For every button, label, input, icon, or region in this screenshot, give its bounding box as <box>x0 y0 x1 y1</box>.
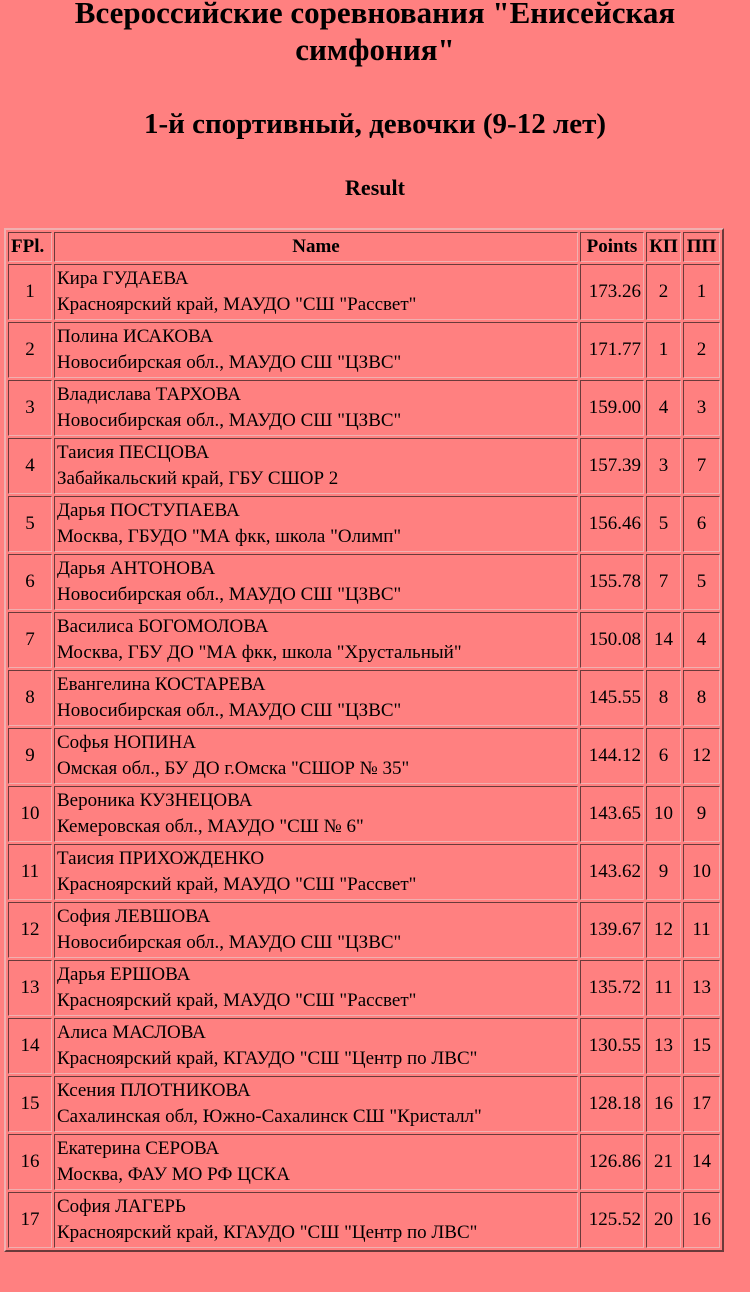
pp-cell: 8 <box>683 670 720 726</box>
kp-cell: 9 <box>646 844 681 900</box>
points-cell: 150.08 <box>580 612 644 668</box>
points-cell: 126.86 <box>580 1134 644 1190</box>
skater-cell <box>54 438 578 494</box>
points-cell: 143.65 <box>580 786 644 842</box>
place-cell: 4 <box>8 438 52 494</box>
skater-club: Сахалинская обл, Южно-Сахалинск СШ "Кристалл" <box>57 1106 482 1127</box>
table-row <box>8 670 720 726</box>
table-row <box>8 902 720 958</box>
event-title: Всероссийские соревнования "Енисейская симфония" <box>74 0 676 67</box>
kp-cell: 2 <box>646 264 681 320</box>
kp-cell: 6 <box>646 728 681 784</box>
table-row <box>8 1134 720 1190</box>
skater-cell <box>54 960 578 1016</box>
skater-club: Москва, ГБУ ДО "МА фкк, школа "Хрустальный" <box>57 642 462 663</box>
skater-club: Забайкальский край, ГБУ СШОР 2 <box>57 468 339 489</box>
table-row <box>8 322 720 378</box>
points-cell: 135.72 <box>580 960 644 1016</box>
skater-name: Дарья ЕРШОВА <box>57 964 191 985</box>
skater-club: Москва, ФАУ МО РФ ЦСКА <box>57 1164 290 1185</box>
skater-club: Новосибирская обл., МАУДО СШ "ЦЗВС" <box>57 932 402 953</box>
skater-name: Екатерина СЕРОВА <box>57 1138 220 1159</box>
skater-name: Евангелина КОСТАРЕВА <box>57 674 266 695</box>
skater-cell <box>54 1018 578 1074</box>
skater-cell <box>54 554 578 610</box>
skater-cell <box>54 496 578 552</box>
skater-name: Вероника КУЗНЕЦОВА <box>57 790 253 811</box>
skater-name: Полина ИСАКОВА <box>57 326 214 347</box>
table-row <box>8 960 720 1016</box>
place-cell: 11 <box>8 844 52 900</box>
kp-cell: 3 <box>646 438 681 494</box>
skater-cell <box>54 264 578 320</box>
kp-cell: 4 <box>646 380 681 436</box>
kp-cell: 12 <box>646 902 681 958</box>
table-row <box>8 438 720 494</box>
pp-cell: 9 <box>683 786 720 842</box>
points-cell: 143.62 <box>580 844 644 900</box>
column-header-kp: КП <box>646 232 681 262</box>
pp-cell: 6 <box>683 496 720 552</box>
skater-name: Алиса МАСЛОВА <box>57 1022 206 1043</box>
table-header-row <box>8 232 720 262</box>
results-table-body <box>8 264 720 1248</box>
place-cell: 14 <box>8 1018 52 1074</box>
table-row <box>8 1018 720 1074</box>
skater-club: Москва, ГБУДО "МА фкк, школа "Олимп" <box>57 526 402 547</box>
skater-name: Дарья ПОСТУПАЕВА <box>57 500 240 521</box>
column-header-points: Points <box>580 232 644 262</box>
column-header-pp: ПП <box>683 232 720 262</box>
skater-cell <box>54 902 578 958</box>
points-cell: 156.46 <box>580 496 644 552</box>
points-cell: 125.52 <box>580 1192 644 1248</box>
skater-club: Новосибирская обл., МАУДО СШ "ЦЗВС" <box>57 584 402 605</box>
place-cell: 6 <box>8 554 52 610</box>
pp-cell: 14 <box>683 1134 720 1190</box>
place-cell: 1 <box>8 264 52 320</box>
table-row <box>8 786 720 842</box>
table-row <box>8 554 720 610</box>
pp-cell: 13 <box>683 960 720 1016</box>
place-cell: 9 <box>8 728 52 784</box>
table-row <box>8 264 720 320</box>
kp-cell: 20 <box>646 1192 681 1248</box>
points-cell: 145.55 <box>580 670 644 726</box>
skater-name: Кира ГУДАЕВА <box>57 268 189 289</box>
pp-cell: 15 <box>683 1018 720 1074</box>
pp-cell: 7 <box>683 438 720 494</box>
skater-club: Красноярский край, МАУДО "СШ "Рассвет" <box>57 294 417 315</box>
pp-cell: 10 <box>683 844 720 900</box>
table-row <box>8 380 720 436</box>
skater-cell <box>54 728 578 784</box>
skater-name: Софья НОПИНА <box>57 732 196 753</box>
place-cell: 16 <box>8 1134 52 1190</box>
skater-name: Ксения ПЛОТНИКОВА <box>57 1080 251 1101</box>
kp-cell: 10 <box>646 786 681 842</box>
skater-name: Таисия ПЕСЦОВА <box>57 442 210 463</box>
skater-name: Дарья АНТОНОВА <box>57 558 216 579</box>
pp-cell: 16 <box>683 1192 720 1248</box>
skater-club: Кемеровская обл., МАУДО "СШ № 6" <box>57 816 364 837</box>
place-cell: 7 <box>8 612 52 668</box>
skater-cell <box>54 670 578 726</box>
skater-club: Красноярский край, КГАУДО "СШ "Центр по ЛВС" <box>57 1222 478 1243</box>
skater-cell <box>54 322 578 378</box>
place-cell: 3 <box>8 380 52 436</box>
table-row <box>8 844 720 900</box>
skater-cell <box>54 1134 578 1190</box>
skater-club: Омская обл., БУ ДО г.Омска "СШОР № 35" <box>57 758 410 779</box>
points-cell: 157.39 <box>580 438 644 494</box>
pp-cell: 12 <box>683 728 720 784</box>
table-row <box>8 612 720 668</box>
table-row <box>8 728 720 784</box>
points-cell: 155.78 <box>580 554 644 610</box>
points-cell: 130.55 <box>580 1018 644 1074</box>
skater-cell <box>54 786 578 842</box>
skater-name: Василиса БОГОМОЛОВА <box>57 616 269 637</box>
pp-cell: 17 <box>683 1076 720 1132</box>
points-cell: 171.77 <box>580 322 644 378</box>
result-heading: Result <box>345 175 405 200</box>
place-cell: 17 <box>8 1192 52 1248</box>
points-cell: 144.12 <box>580 728 644 784</box>
skater-name: София ЛЕВШОВА <box>57 906 211 927</box>
pp-cell: 1 <box>683 264 720 320</box>
table-row <box>8 1192 720 1248</box>
skater-club: Новосибирская обл., МАУДО СШ "ЦЗВС" <box>57 700 402 721</box>
skater-cell <box>54 380 578 436</box>
skater-cell <box>54 1192 578 1248</box>
skater-cell <box>54 844 578 900</box>
pp-cell: 11 <box>683 902 720 958</box>
skater-name: Таисия ПРИХОЖДЕНКО <box>57 848 265 869</box>
skater-club: Новосибирская обл., МАУДО СШ "ЦЗВС" <box>57 410 402 431</box>
kp-cell: 8 <box>646 670 681 726</box>
place-cell: 13 <box>8 960 52 1016</box>
column-header-place: FPl. <box>8 232 52 262</box>
kp-cell: 7 <box>646 554 681 610</box>
table-row <box>8 496 720 552</box>
place-cell: 15 <box>8 1076 52 1132</box>
results-table <box>4 228 724 1252</box>
skater-cell <box>54 612 578 668</box>
kp-cell: 21 <box>646 1134 681 1190</box>
table-row <box>8 1076 720 1132</box>
points-cell: 173.26 <box>580 264 644 320</box>
pp-cell: 3 <box>683 380 720 436</box>
points-cell: 139.67 <box>580 902 644 958</box>
skater-cell <box>54 1076 578 1132</box>
pp-cell: 2 <box>683 322 720 378</box>
place-cell: 5 <box>8 496 52 552</box>
kp-cell: 11 <box>646 960 681 1016</box>
category-title: 1-й спортивный, девочки (9-12 лет) <box>143 108 606 140</box>
kp-cell: 16 <box>646 1076 681 1132</box>
place-cell: 12 <box>8 902 52 958</box>
skater-club: Красноярский край, МАУДО "СШ "Рассвет" <box>57 990 417 1011</box>
pp-cell: 4 <box>683 612 720 668</box>
skater-club: Новосибирская обл., МАУДО СШ "ЦЗВС" <box>57 352 402 373</box>
place-cell: 8 <box>8 670 52 726</box>
place-cell: 10 <box>8 786 52 842</box>
skater-name: София ЛАГЕРЬ <box>57 1196 186 1217</box>
points-cell: 159.00 <box>580 380 644 436</box>
skater-club: Красноярский край, КГАУДО "СШ "Центр по ЛВС" <box>57 1048 478 1069</box>
kp-cell: 1 <box>646 322 681 378</box>
points-cell: 128.18 <box>580 1076 644 1132</box>
kp-cell: 14 <box>646 612 681 668</box>
skater-club: Красноярский край, МАУДО "СШ "Рассвет" <box>57 874 417 895</box>
kp-cell: 13 <box>646 1018 681 1074</box>
place-cell: 2 <box>8 322 52 378</box>
kp-cell: 5 <box>646 496 681 552</box>
pp-cell: 5 <box>683 554 720 610</box>
column-header-name: Name <box>54 232 578 262</box>
skater-name: Владислава ТАРХОВА <box>57 384 241 405</box>
